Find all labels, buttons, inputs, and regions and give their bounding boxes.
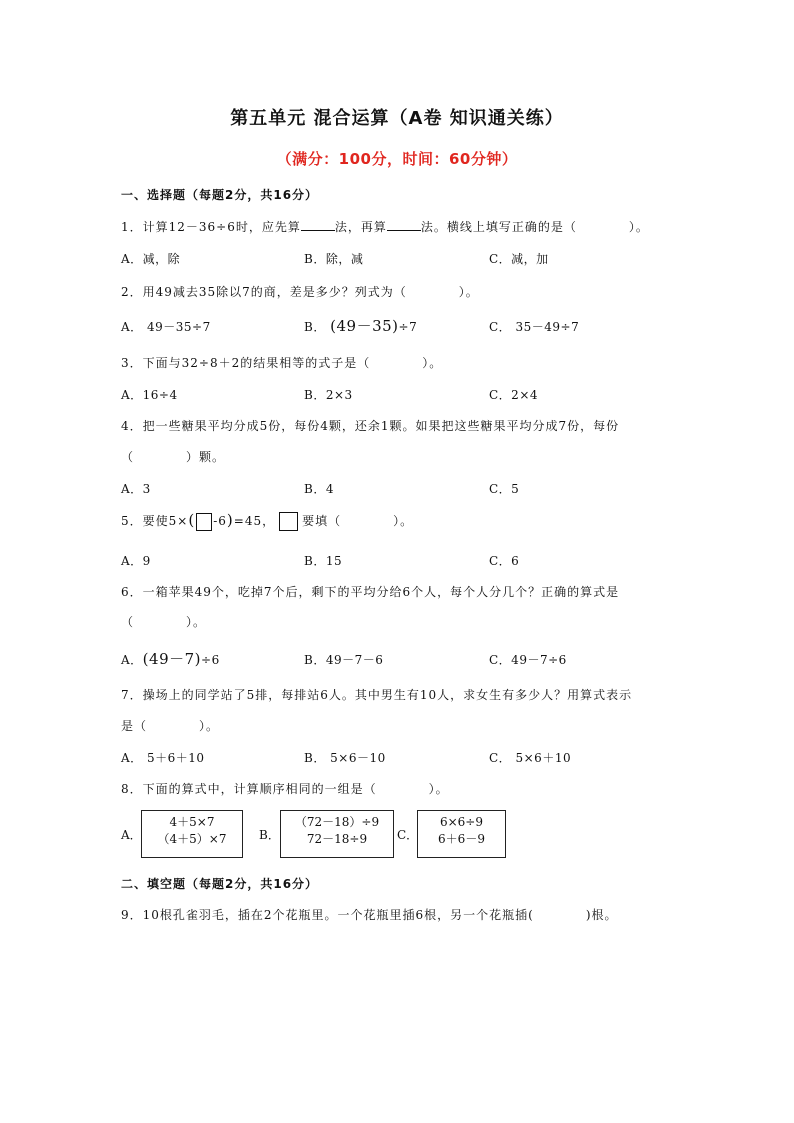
option-c[interactable]: C． 5×6＋10: [489, 751, 572, 765]
option-b[interactable]: B．除，减: [304, 252, 364, 266]
option-a-div: ÷6: [201, 653, 220, 667]
option-c-label[interactable]: C．: [397, 828, 419, 842]
option-c-expr-1: 6×6÷9: [439, 815, 483, 829]
option-b-paren: (49－35): [330, 317, 399, 335]
option-b[interactable]: B．15: [304, 554, 343, 568]
option-b[interactable]: [304, 315, 417, 336]
question-4-line-2: （ ）颗。: [121, 450, 226, 464]
question-6-line-1: 6．一箱苹果49个，吃掉7个后，剩下的平均分给6个人，每个人分几个？正确的算式是: [121, 585, 620, 599]
option-b-label: B．: [304, 320, 326, 334]
option-b[interactable]: B．4: [304, 482, 334, 496]
option-b-box[interactable]: [280, 810, 394, 858]
question-2: 2．用49减去35除以7的商，差是多少？列式为（ ）。: [121, 285, 479, 299]
question-4-line-1: 4．把一些糖果平均分成5份，每份4颗，还余1颗。如果把这些糖果平均分成7份，每份: [121, 419, 620, 433]
question-9: 9．10根孔雀羽毛，插在2个花瓶里。一个花瓶里插6根，另一个花瓶插( )根。: [121, 908, 618, 922]
option-b[interactable]: B．49－7－6: [304, 653, 384, 667]
question-5-minus: -6: [213, 514, 227, 528]
section-heading-fill: 二、填空题（每题2分，共16分）: [121, 877, 319, 891]
option-a-expr-2: （4＋5）×7: [157, 832, 227, 846]
option-c[interactable]: C．2×4: [489, 388, 539, 402]
question-6-line-2: （ ）。: [121, 615, 207, 629]
option-c[interactable]: C．5: [489, 482, 520, 496]
option-a[interactable]: A． 49－35÷7: [121, 320, 211, 334]
paren-open: (: [188, 511, 196, 529]
paren-close: ): [226, 511, 234, 529]
answer-blank[interactable]: [301, 220, 335, 231]
question-3: 3．下面与32÷8＋2的结果相等的式子是（ ）。: [121, 356, 443, 370]
option-a-box[interactable]: [141, 810, 243, 858]
question-5: [121, 511, 413, 531]
option-c-box[interactable]: [417, 810, 506, 858]
question-5-eq: =45，: [233, 514, 276, 528]
answer-box[interactable]: [196, 513, 212, 531]
option-b[interactable]: B．2×3: [304, 388, 353, 402]
question-5-pre: 5．要使: [121, 514, 169, 528]
page-title: 第五单元 混合运算（A卷 知识通关练）: [230, 108, 564, 129]
answer-blank[interactable]: [387, 220, 421, 231]
option-b-expr-1: （72－18）÷9: [294, 815, 380, 829]
option-a[interactable]: A． 5＋6＋10: [121, 751, 205, 765]
question-1-text-b: 法，再算: [334, 220, 387, 234]
question-1: [121, 218, 649, 235]
option-c[interactable]: C． 35－49÷7: [489, 320, 580, 334]
option-a-label[interactable]: A．: [121, 828, 142, 842]
option-c[interactable]: C．49－7÷6: [489, 653, 567, 667]
option-a[interactable]: A．9: [121, 554, 151, 568]
option-b-expr-2: 72－18÷9: [306, 832, 368, 846]
question-1-text-a: 1．计算12－36÷6时，应先算: [121, 220, 301, 234]
section-heading-choice: 一、选择题（每题2分，共16分）: [121, 188, 319, 202]
question-5-post: 要填（ ）。: [302, 514, 414, 528]
option-a[interactable]: A．3: [121, 482, 151, 496]
option-b-label[interactable]: B．: [259, 828, 280, 842]
question-7-line-2: 是（ ）。: [121, 719, 220, 733]
option-b[interactable]: B． 5×6－10: [304, 751, 386, 765]
question-5-five: 5×: [168, 514, 189, 528]
option-a[interactable]: [121, 648, 220, 669]
page-subtitle: （满分：100分，时间：60分钟）: [276, 150, 518, 168]
option-b-div: ÷7: [398, 320, 418, 334]
question-1-text-c: 法。横线上填写正确的是（ ）。: [420, 220, 649, 234]
option-a-expr-1: 4＋5×7: [169, 815, 215, 829]
option-c[interactable]: C．减，加: [489, 252, 549, 266]
question-8: 8．下面的算式中，计算顺序相同的一组是（ ）。: [121, 782, 449, 796]
option-a[interactable]: A．减，除: [121, 252, 181, 266]
option-c[interactable]: C．6: [489, 554, 520, 568]
option-a[interactable]: A．16÷4: [121, 388, 178, 402]
option-a-label: A．: [121, 653, 143, 667]
option-c-expr-2: 6＋6－9: [438, 832, 485, 846]
answer-box[interactable]: [279, 512, 298, 531]
option-a-paren: (49－7): [142, 650, 202, 668]
question-7-line-1: 7．操场上的同学站了5排，每排站6人。其中男生有10人，求女生有多少人？用算式表示: [121, 688, 633, 702]
